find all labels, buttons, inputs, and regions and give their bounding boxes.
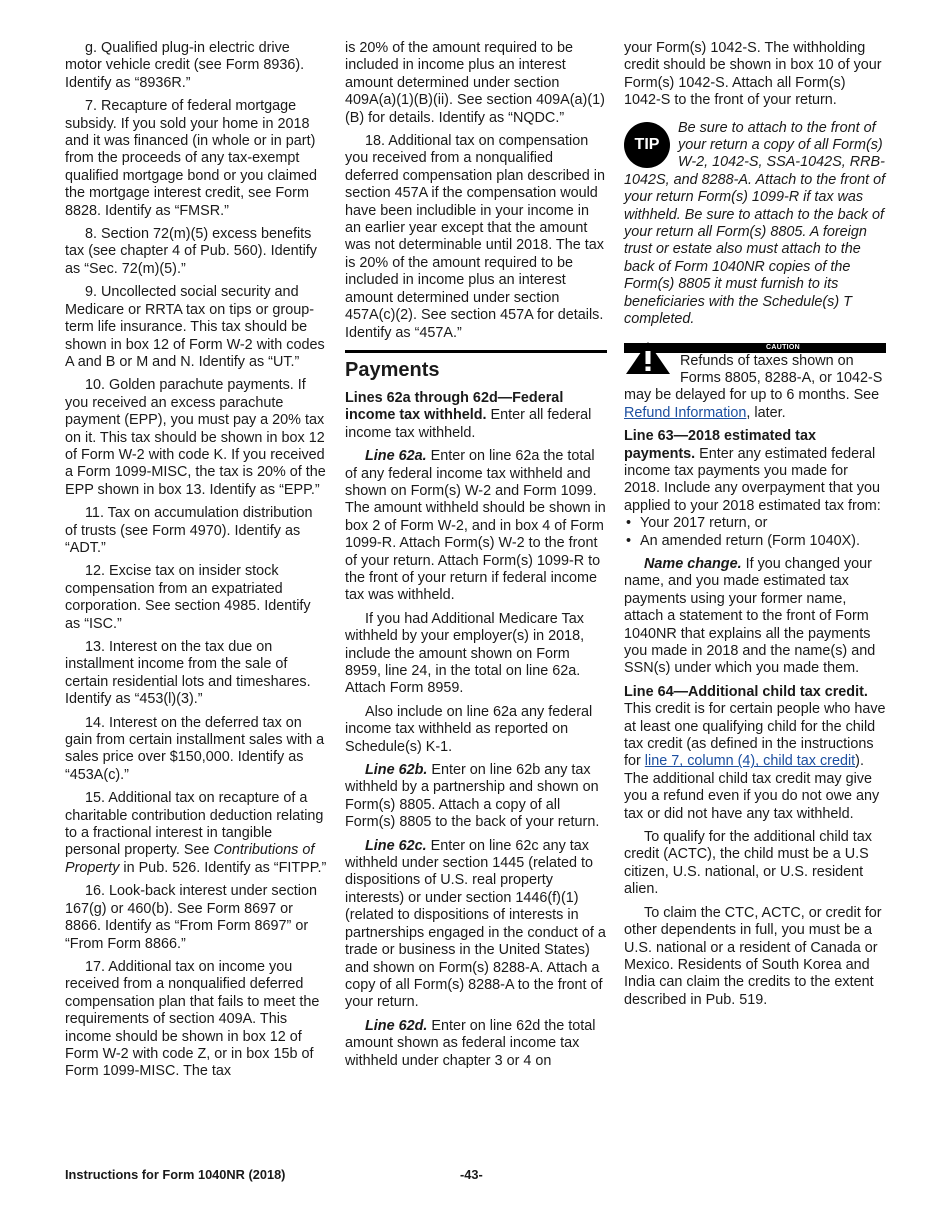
item-10: 10. Golden parachute payments. If you received an excess parachute payment (EPP), you must pay a 20% tax on it. This tax should be shown in box 12 of Form W-2 with code K. If you received a Form 1099-MISC, the tax is 20% of the EPP shown in box 13. Identify as “EPP.” <box>65 377 326 498</box>
warning-triangle-icon <box>624 341 672 375</box>
column-1 <box>65 40 327 1081</box>
tip-icon: TIP <box>624 122 670 168</box>
list-item: • Your 2017 return, or <box>624 515 886 532</box>
item-11: 11. Tax on accumulation distribution of trusts (see Form 4970). Identify as “ADT.” <box>65 505 313 556</box>
page-number: -43- <box>460 1167 483 1182</box>
item-9: 9. Uncollected social security and Medicare or RRTA tax on tips or group-term life insurance. This tax should be shown in box 12 of Form W-2 with codes A and B or M and N. Identify as “UT.” <box>65 284 325 370</box>
line-62c: Line 62c. Enter on line 62c any tax withheld under section 1445 (related to dispositions of U.S. real property interests) or under section 1446(f)(1) (related to dispositions of interests in partnerships engaged in the conduct of a trade or business in the United States) and shown on Form(s) 8288-A. Attach a copy of all Form(s) 8288-A to the front of your return. <box>345 837 606 1011</box>
footer-form-title: Instructions for Form 1040NR (2018) <box>65 1167 286 1182</box>
item-8: 8. Section 72(m)(5) excess benefits tax (see chapter 4 of Pub. 560). Identify as “Sec. 72(m)(5).” <box>65 226 317 277</box>
payments-heading: Payments <box>345 358 440 381</box>
ctc-paragraph: To claim the CTC, ACTC, or credit for other dependents in full, you must be a U.S. national or a resident of Canada or Mexico. Residents of South Korea and India can claim the credits to the extent described in Pub. 519. <box>624 904 882 1008</box>
k1-paragraph: Also include on line 62a any federal income tax withheld as reported on Schedule(s) K-1. <box>345 703 593 755</box>
section-divider <box>345 350 607 353</box>
item-7: 7. Recapture of federal mortgage subsidy. If you sold your home in 2018 and it was financed (in whole or in part) from the proceeds of any tax-exempt qualified mortgage bond or you claimed the mortgage interest credit, see Form 8828. Identify as “FMSR.” <box>65 98 317 219</box>
line-64: Line 64—Additional child tax credit. This credit is for certain people who have at least one qualifying child for the child tax credit (as defined in the instructions for line 7, column (4), child tax credit). The additional child tax credit may give you a refund even if you do not owe any tax or did not have any tax withheld. <box>624 683 886 822</box>
line-62a: Line 62a. Enter on line 62a the total of any federal income tax withheld and shown on Form(s) W-2 and Form 1099. The amount withheld should be shown in box 2 of Form W-2, and in box 4 of Form 1099-R. Attach Form(s) W-2 to the front of your return. Attach Form(s) 1099-R to the front of your return if federal income tax was withheld. <box>345 448 606 604</box>
line-62d: Line 62d. Enter on line 62d the total amount shown as federal income tax withheld under chapter 3 or 4 on <box>345 1017 596 1069</box>
child-tax-credit-link[interactable]: line 7, column (4), child tax credit <box>644 753 856 770</box>
item-14: 14. Interest on the deferred tax on gain from certain installment sales with a sales price over $150,000. Identify as “453A(c).” <box>65 714 325 783</box>
item-g: g. Qualified plug-in electric drive motor vehicle credit (see Form 8936). Identify as “8936R.” <box>65 40 305 91</box>
column-2 <box>345 40 607 1070</box>
line-63: Line 63—2018 estimated tax payments. Enter any estimated federal income tax payments you made for 2018. Include any overpayment that you applied to your 2018 estimated tax from: <box>624 428 881 514</box>
item-18: 18. Additional tax on compensation you received from a nonqualified deferred compensation plan described in section 457A if the compensation would have been includible in your income in an earlier year except that the amount was not determinable until 2018. The tax is 20% of the amount required to be included in income plus an interest amount determined under section 457A(c)(2). See section 457A for details. Identify as “457A.” <box>345 133 605 341</box>
item-17: 17. Additional tax on income you received from a nonqualified deferred compensation plan that fails to meet the requirements of section 409A. This income should be shown in box 12 of Form W-2 with code Z, or in box 15b of Form 1099-MISC. The tax <box>65 958 320 1080</box>
name-change-paragraph: Name change. If you changed your name, and you made estimated tax payments using your former name, attach a statement to the front of Form 1040NR that explains all the payments you made in 2018 and the name(s) and SSN(s) under which you made them. <box>624 555 876 677</box>
item-17-continued: is 20% of the amount required to be included in income plus an interest amount determined under section 409A(a)(1)(B)(ii). See section 409A(a)(1)(B) for details. Identify as “NQDC.” <box>345 40 605 126</box>
column-3: your Form(s) 1042-S. The withholding credit should be shown in box 10 of your Form(s) 1042-S. Attach all Form(s) 1042-S to the front of your return. TIP Be sure to attach to the front of your return a copy of all Form(s) W-2, 1042-S, SSA-1042S, RRB-1042S, and 8288-A. Attach to the front of your return Form(s) 1099-R if tax was withheld. Be sure to attach to the back of your return all Form(s) 8805. A foreign trust or estate also must attach to the back of Form 1040NR copies of the Form(s) 8805 it must furnish to its beneficiaries with the Schedule(s) T completed. CAUTION Refunds of taxes shown on Forms 8805, 8288-A, or 1042-S may be delayed for up to 6 months. See Refund Information, later. Line 63—2018 estimated tax payments. Enter any estimated federal income tax payments you made for 2018. Include any overpayment that you applied to your 2018 estimated tax from: • Your 2017 return, or • An amended return (Form 1040X). Name change. If you changed your name, and you made estimated tax payments using your former name, attach a statement to the front of Form 1040NR that explains all the payments you made in 2018 and the name(s) and SSN(s) under which you made them. Line 64—Additional child tax credit. This credit is for certain people who have at least one qualifying child for the child tax credit (as defined in the instructions for line 7, column (4), child tax credit). The additional child tax credit may give you a refund even if you do not owe any tax or did not have any tax withheld. To qualify for the additional child tax credit (ACTC), the child must be a U.S citizen, U.S. national, or U.S. resident alien. To claim the CTC, ACTC, or credit for other dependents in full, you must be a U.S. national or a resident of Canada or Mexico. Residents of South Korea and India can claim the credits to the extent described in Pub. 519. <box>624 40 886 1009</box>
line-62d-continued: your Form(s) 1042-S. The withholding credit should be shown in box 10 of your Form(s) 1042-S. Attach all Form(s) 1042-S to the front of your return. <box>624 40 882 109</box>
refund-information-link[interactable]: Refund Information <box>624 404 747 421</box>
caution-icon <box>624 341 672 375</box>
item-12: 12. Excise tax on insider stock compensation from an expatriated corporation. See section 4985. Identify as “ISC.” <box>65 563 311 632</box>
item-13: 13. Interest on the tax due on installment income from the sale of certain residential lots and timeshares. Identify as “453(l)(3).” <box>65 639 311 708</box>
list-item: • An amended return (Form 1040X). <box>624 533 886 550</box>
item-15: 15. Additional tax on recapture of a charitable contribution deduction relating to a fractional interest in tangible personal property. See Contributions of Property in Pub. 526. Identify as “FITPP.” <box>65 790 327 876</box>
actc-paragraph: To qualify for the additional child tax credit (ACTC), the child must be a U.S citizen, U.S. national, or U.S. resident alien. <box>624 829 872 898</box>
line-62-intro: Lines 62a through 62d—Federal income tax withheld. Enter all federal income tax withheld. <box>345 389 592 441</box>
item-16: 16. Look-back interest under section 167(g) or 460(b). See Form 8697 or 8866. Identify as “From Form 8697” or “From Form 8866.” <box>65 883 317 952</box>
estimated-tax-sources-list <box>624 515 886 550</box>
additional-medicare-paragraph: If you had Additional Medicare Tax withheld by your employer(s) in 2018, include the amount shown on Form 8959, line 24, in the total on line 62a. Attach Form 8959. <box>345 610 585 697</box>
line-62b: Line 62b. Enter on line 62b any tax withheld by a partnership and shown on Form(s) 8805. Attach a copy of all Form(s) 8805 to the back of your return. <box>345 762 600 831</box>
tip-note: TIP Be sure to attach to the front of your return a copy of all Form(s) W-2, 1042-S, SSA-1042S, RRB-1042S, and 8288-A. Attach to the front of your return Form(s) 1099-R if tax was withheld. Be sure to attach to the back of your return all Form(s) 8805. A foreign trust or estate also must attach to the back of Form 1040NR copies of the Form(s) 8805 it must furnish to its beneficiaries with the Schedule(s) T completed. <box>624 119 886 328</box>
